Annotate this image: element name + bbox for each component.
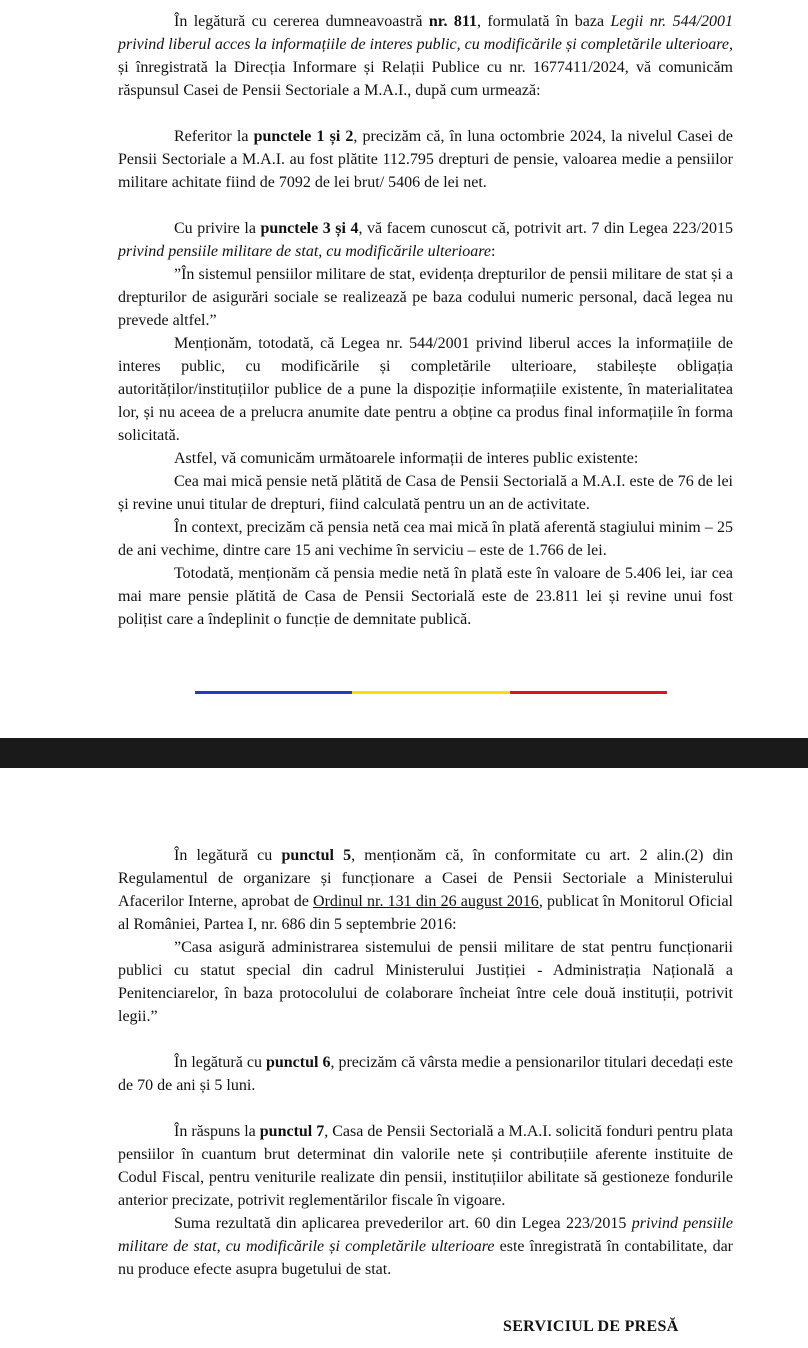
paragraph-regulation-quote: ”Casa asigură administrarea sistemului de pensii militare de stat pentru funcționarii publici cu statut special din cadrul Ministerului Justiției - Administrația Națională a Penitenciarelor, în baza protocolului de colaborare încheiat între cele două instituții, potrivit legii.”: [118, 939, 733, 1025]
paragraph-law-544-note: Menționăm, totodată, că Legea nr. 544/2001 privind liberul acces la informațiile de interes public, cu modificările și completările ulterioare, stabilește obligația autorităților/instituțiilor publice de a pune la dispoziție informațiile existente, în materialitatea lor, și nu aceea de a prelucra anumite date pentru a obține ca produs final informațiile în forma solicitată.: [118, 335, 733, 444]
paragraph-smallest-pension: Cea mai mică pensie netă plătită de Casa de Pensii Sectorială a M.A.I. este de 76 de lei și revine unui titular de drepturi, fiind calculată pentru un an de activitate.: [118, 473, 733, 513]
paragraph-average-max-pension: Totodată, menționăm că pensia medie netă în plată este în valoare de 5.406 lei, iar cea mai mare pensie plătită de Casa de Pensii Sectorială este de 23.811 lei și revine unui fost polițist care a îndeplinit o funcție de demnitate publică.: [118, 565, 733, 628]
page-1-body: [118, 10, 733, 631]
paragraph-law-quote: ”În sistemul pensiilor militare de stat, evidența drepturilor de pensii militare de stat și a drepturilor de asigurări sociale se realizează pe baza codului numeric personal, dacă legea nu prevede altfel.”: [118, 266, 733, 329]
paragraph-request-intro: În legătură cu cererea dumneavoastră nr. 811, formulată în baza Legii nr. 544/2001 privind liberul acces la informațiile de interes public, cu modificările și completările ulterioare, și înregistrată la Direcția Informare și Relații Publice cu nr. 1677411/2024, vă comunicăm răspunsul Casei de Pensii Sectoriale a M.A.I., după cum urmează:: [118, 13, 734, 99]
document-page-2: [0, 768, 808, 1348]
paragraph-minimum-stage-pension: În context, precizăm că pensia netă cea mai mică în plată aferentă stagiului minim – 25 de ani vechime, dintre care 15 ani vechime în serviciu – este de 1.766 de lei.: [118, 519, 733, 559]
paragraph-point-7: În răspuns la punctul 7, Casa de Pensii Sectorială a M.A.I. solicită fonduri pentru plata pensiilor în cuantum brut determinat din valorile nete și contribuțiile aferente instituite de Codul Fiscal, pentru veniturile realizate din pensii, instituțiilor abilitate să gestioneze fondurile anterior precizate, potrivit reglementărilor fiscale în vigoare.: [118, 1123, 734, 1209]
tricolor-yellow-segment: [352, 691, 509, 694]
order-reference-link: Ordinul nr. 131 din 26 august 2016: [313, 893, 539, 910]
page-2-body: [118, 844, 733, 1281]
press-service-signature: SERVICIUL DE PRESĂ: [503, 1318, 679, 1335]
paragraph-info-intro: Astfel, vă comunicăm următoarele informații de interes public existente:: [174, 450, 639, 467]
paragraph-points-1-2: Referitor la punctele 1 și 2, precizăm că, în luna octombrie 2024, la nivelul Casei de Pensii Sectoriale a M.A.I. au fost plătite 112.795 drepturi de pensie, valoarea medie a pensiilor militare achitate fiind de 7092 de lei brut/ 5406 de lei net.: [118, 128, 734, 191]
tricolor-blue-segment: [195, 691, 352, 694]
paragraph-point-6: În legătură cu punctul 6, precizăm că vârsta medie a pensionarilor titulari decedați este de 70 de ani și 5 luni.: [118, 1054, 734, 1094]
tricolor-red-segment: [510, 691, 667, 694]
tricolor-divider: [195, 691, 667, 694]
page-separator-band: [0, 738, 808, 768]
paragraph-point-5: În legătură cu punctul 5, menționăm că, în conformitate cu art. 2 alin.(2) din Regulamentul de organizare și funcționare a Casei de Pensii Sectoriale a Ministerului Afacerilor Interne, aprobat de Ordinul nr. 131 din 26 august 2016, publicat în Monitorul Oficial al României, Partea I, nr. 686 din 5 septembrie 2016:: [118, 847, 734, 933]
paragraph-points-3-4: Cu privire la punctele 3 și 4, vă facem cunoscut că, potrivit art. 7 din Legea 223/2015 privind pensiile militare de stat, cu modificările ulterioare:: [118, 220, 733, 260]
paragraph-art-60: Suma rezultată din aplicarea prevederilor art. 60 din Legea 223/2015 privind pensiile militare de stat, cu modificările și completările ulterioare este înregistrată în contabilitate, dar nu produce efecte asupra bugetului de stat.: [118, 1215, 734, 1278]
